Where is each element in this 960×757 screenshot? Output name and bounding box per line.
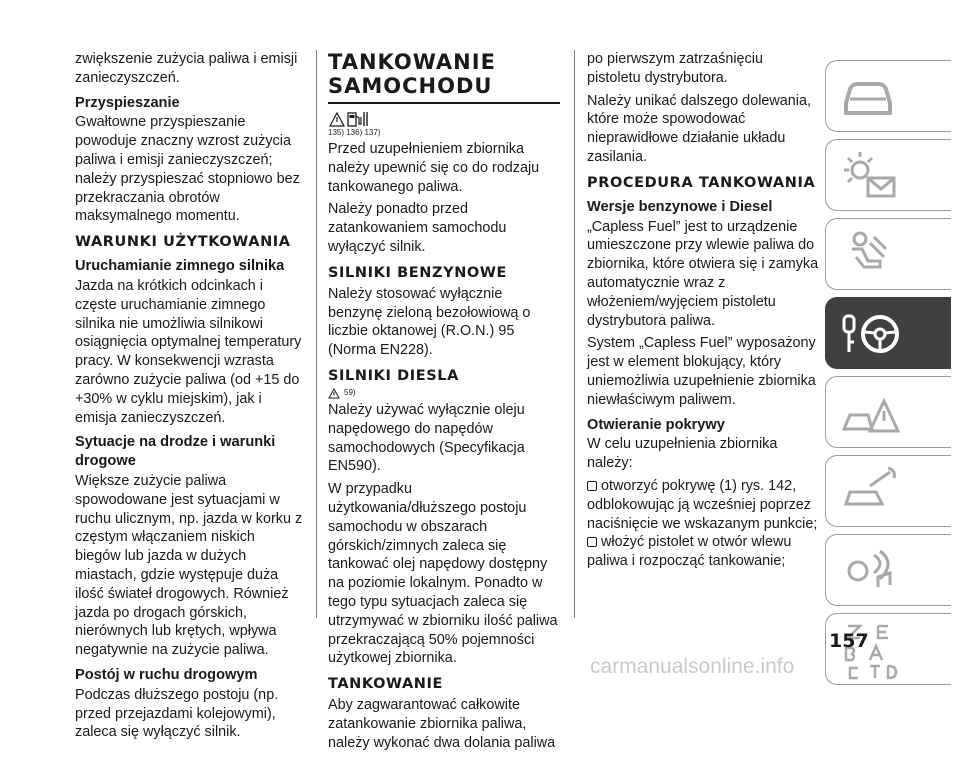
bullet-item [587,533,820,571]
column-middle [328,50,560,757]
bullet-text: włożyć pistolet w otwór wlewu paliwa i rozpocząć tankowanie; [587,534,792,570]
bullet-icon [587,481,597,491]
paragraph: W celu uzupełnienia zbiornika należy: [587,436,778,472]
subheading: Otwieranie pokrywy [587,416,725,433]
paragraph: Należy stosować wyłącznie benzynę zieloną bezołowiową o liczbie oktanowej (R.O.N.) 95 (Norma EN228). [328,285,531,359]
key-steering-wheel-icon [840,306,904,362]
paragraph: po pierwszym zatrzaśnięciu pistoletu dystrybutora. [587,51,763,86]
bullet-text: otworzyć pokrywę (1) rys. 142, odblokowując ją wcześniej poprzez naciśnięcie we wskazanym punkcie; [587,477,818,532]
wrench-car-icon [840,464,900,520]
subheading: Wersje benzynowe i Diesel [587,198,773,215]
reference-notes [328,388,560,399]
section-heading: WARUNKI UŻYTKOWANIA [75,234,291,251]
chapter-tabs [825,60,960,692]
bullet-icon [587,537,597,547]
tab-starting-driving[interactable] [825,297,951,369]
paragraph: System „Capless Fuel” wyposażony jest w element blokujący, który uniemożliwia uzupełnienie zbiornika niewłaściwym paliwem. [587,335,816,408]
paragraph: Podczas dłuższego postoju (np. przed przejazdami kolejowymi), zaleca się wyłączyć silnik. [75,686,279,741]
tab-multimedia[interactable] [825,534,951,606]
caution-icon [328,388,340,399]
section-heading: SILNIKI DIESLA [328,367,459,384]
tab-car-knowledge[interactable] [825,60,951,132]
subheading: Postój w ruchu drogowym [75,666,258,683]
paragraph: Aby zagwarantować całkowite zatankowanie zbiornika paliwa, należy wykonać dwa dolania paliwa [328,697,556,751]
paragraph: Gwałtowne przyspieszanie powoduje znaczny wzrost zużycia paliwa i emisji zanieczyszczeń; należy przyspieszać stopniowo bez przekraczania obrotów maksymalnego momentu. [75,114,300,225]
warning-triangle-icon [840,385,900,441]
page-title: TANKOWANIE SAMOCHODU [328,50,496,98]
tab-warning-lights[interactable] [825,139,951,211]
paragraph: Należy używać wyłącznie oleju napędowego do napędów samochodowych (Specyfikacja EN590). [328,401,525,475]
subheading: Przyspieszanie [75,94,180,111]
watermark: carmanualsonline.info [590,655,795,678]
section-heading: SILNIKI BENZYNOWE [328,264,507,281]
column-right [587,50,820,571]
fuel-pump-warning-icon [328,110,560,128]
title-underline [328,102,560,104]
paragraph: Jazda na krótkich odcinkach i częste uruchamianie zimnego silnika nie umożliwia silnikowi osiągnięcia optymalnej temperatury pracy. W konsekwencji wzrasta zarówno zużycie paliwa (od +15 do +30% w cyklu miejskim), jak i emisja zanieczyszczeń. [75,277,302,426]
paragraph: Przed uzupełnieniem zbiornika należy upewnić się co do rodzaju tankowanego paliwa. [328,141,540,195]
paragraph: zwiększenie zużycia paliwa i emisji zanieczyszczeń. [75,51,298,86]
tab-safety[interactable] [825,218,951,290]
column-divider [316,50,317,618]
column-divider [574,50,575,618]
tab-emergency[interactable] [825,376,951,448]
paragraph: W przypadku użytkowania/dłuższego postoju samochodu w obszarach górskich/zimnych zaleca się tankować olej napędowy dostępny na poziomie lokalnym. Ponadto w tego typu sytuacjach zaleca się utrzymywać w zbiorniku ilość paliwa przekraczającą 50% pojemności użytkowej zbiornika. [328,481,558,667]
airbag-seat-icon [840,227,896,283]
tab-maintenance[interactable] [825,455,951,527]
reference-notes: 135) 136) 137) [328,128,381,137]
lights-message-icon [840,148,900,204]
reference-number: 59) [344,388,356,398]
subheading: Sytuacje na drodze i warunki drogowe [75,434,276,470]
paragraph: „Capless Fuel” jest to urządzenie umieszczone przy wlewie paliwa do zbiornika, które otwiera się i zamyka automatycznie wraz z włożeniem/wyjęciem pistoletu dystrybutora paliwa. [587,218,819,329]
column-left [75,50,303,746]
paragraph: Należy unikać dalszego dolewania, które może spowodować nieprawidłowe działanie układu zasilania. [587,92,811,165]
bullet-item [587,477,820,533]
section-heading: TANKOWANIE [328,676,444,693]
page-number: 157 [829,630,869,652]
subheading: Uruchamianie zimnego silnika [75,258,285,275]
paragraph: Należy ponadto przed zatankowaniem samochodu wyłączyć silnik. [328,201,507,255]
settings-music-icon [840,543,900,599]
section-heading: PROCEDURA TANKOWANIA [587,174,816,191]
paragraph: Większe zużycie paliwa spowodowane jest sytuacjami w ruchu ulicznym, np. jazda w korku z częstym włączaniem niskich biegów lub jazda w dużych miastach, gdzie występuje duża ilość świateł drogowych. Również jazda po drogach górskich, nierównych lub krętych, wpływa negatywnie na zużycie paliwa. [75,472,303,659]
car-icon [840,69,896,123]
